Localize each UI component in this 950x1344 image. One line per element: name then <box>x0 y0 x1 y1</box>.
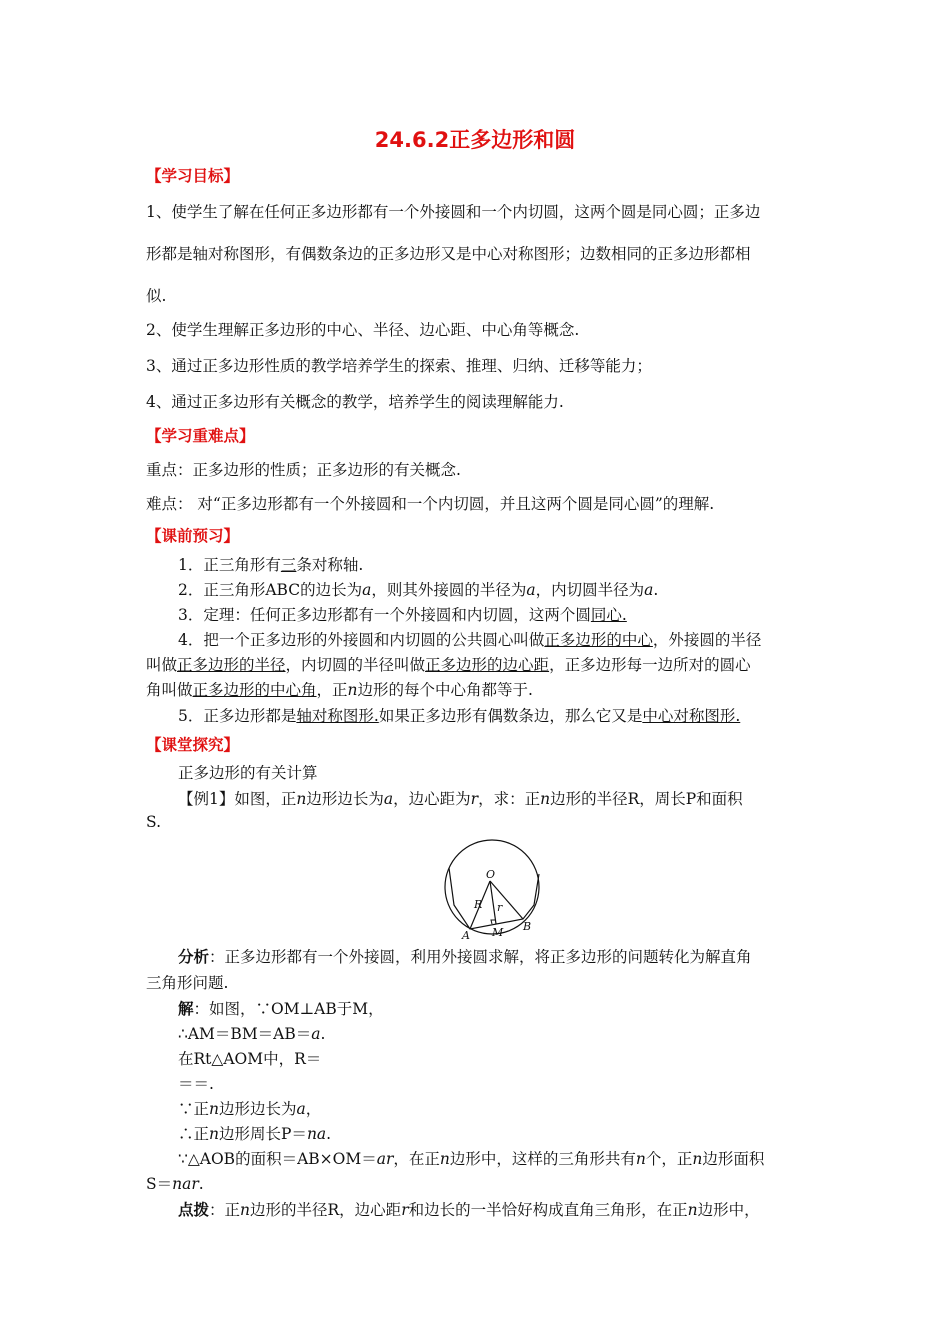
difficult-point: 难点： 对“正多边形都有一个外接圆和一个内切圆，并且这两个圆是同心圆”的理解. <box>146 495 715 513</box>
goal-2: 2、使学生理解正多边形的中心、半径、边心距、中心角等概念. <box>146 321 580 339</box>
preview-item-5: 5．正多边形都是轴对称图形.如果正多边形有偶数条边，那么它又是中心对称图形. <box>178 707 741 725</box>
section-key-heading: 【学习重难点】 <box>146 427 255 445</box>
analysis-line-2: 三角形问题. <box>146 974 229 992</box>
solution-line-4: ＝＝. <box>178 1075 214 1093</box>
label-o: O <box>486 868 496 881</box>
goal-1-line-3: 似. <box>146 287 167 305</box>
preview-item-3: 3．定理：任何正多边形都有一个外接圆和内切圆，这两个圆同心. <box>178 606 627 624</box>
explore-subheading: 正多边形的有关计算 <box>178 764 318 782</box>
label-radius: R <box>474 898 483 911</box>
section-preview-heading: 【课前预习】 <box>146 527 240 545</box>
solution-line-5: ∵正n边形边长为a， <box>178 1100 322 1118</box>
solution-line-3: 在Rt△AOM中，R＝ <box>178 1050 322 1068</box>
preview-item-4-line-2: 叫做正多边形的半径，内切圆的半径叫做正多边形的边心距，正多边形每一边所对的圆心 <box>146 656 751 674</box>
solution-line-8: S＝nar. <box>146 1175 204 1193</box>
preview-item-4-line-3: 角叫做正多边形的中心角，正n边形的每个中心角都等于. <box>146 681 533 699</box>
goal-1-line-2: 形都是轴对称图形，有偶数条边的正多边形又是中心对称图形；边数相同的正多边形都相 <box>146 245 751 263</box>
circle-polygon-figure <box>440 838 548 940</box>
solution-line-1: 解：如图，∵OM⊥AB于M， <box>178 999 384 1018</box>
goal-4: 4、通过正多边形有关概念的教学，培养学生的阅读理解能力. <box>146 393 564 411</box>
tip-line-1: 点拨：正n边形的半径R，边心距r和边长的一半恰好构成直角三角形，在正n边形中， <box>178 1200 760 1219</box>
goal-3: 3、通过正多边形性质的教学培养学生的探索、推理、归纳、迁移等能力； <box>146 357 652 375</box>
preview-item-4-line-1: 4．把一个正多边形的外接圆和内切圆的公共圆心叫做正多边形的中心，外接圆的半径 <box>178 631 762 649</box>
key-point: 重点：正多边形的性质；正多边形的有关概念. <box>146 461 461 479</box>
preview-item-1: 1．正三角形有三条对称轴. <box>178 556 364 574</box>
solution-line-7: ∵△AOB的面积＝AB×OM＝ar，在正n边形中，这样的三角形共有n个，正n边形面积 <box>178 1150 765 1168</box>
label-a: A <box>462 929 470 940</box>
example-1-line-2: S. <box>146 813 161 831</box>
analysis-line-1: 分析：正多边形都有一个外接圆，利用外接圆求解，将正多边形的问题转化为解直角 <box>178 947 752 966</box>
solution-line-2: ∴AM＝BM＝AB＝a. <box>178 1025 326 1043</box>
section-explore-heading: 【课堂探究】 <box>146 736 240 754</box>
goal-1-line-1: 1、使学生了解在任何正多边形都有一个外接圆和一个内切圆，这两个圆是同心圆；正多边 <box>146 203 761 221</box>
label-b: B <box>523 920 532 933</box>
label-m: M <box>492 926 504 939</box>
example-1-line-1: 【例1】如图，正n边形边长为a，边心距为r，求：正n边形的半径R，周长P和面积 <box>178 790 743 808</box>
page-title: 24.6.2正多边形和圆 <box>374 128 576 152</box>
solution-line-6: ∴正n边形周长P＝na. <box>178 1125 332 1143</box>
right-angle-mark <box>491 920 495 924</box>
preview-item-2: 2．正三角形ABC的边长为a，则其外接圆的半径为a，内切圆半径为a. <box>178 581 659 599</box>
label-apothem: r <box>497 901 503 914</box>
section-goals-heading: 【学习目标】 <box>146 167 240 185</box>
